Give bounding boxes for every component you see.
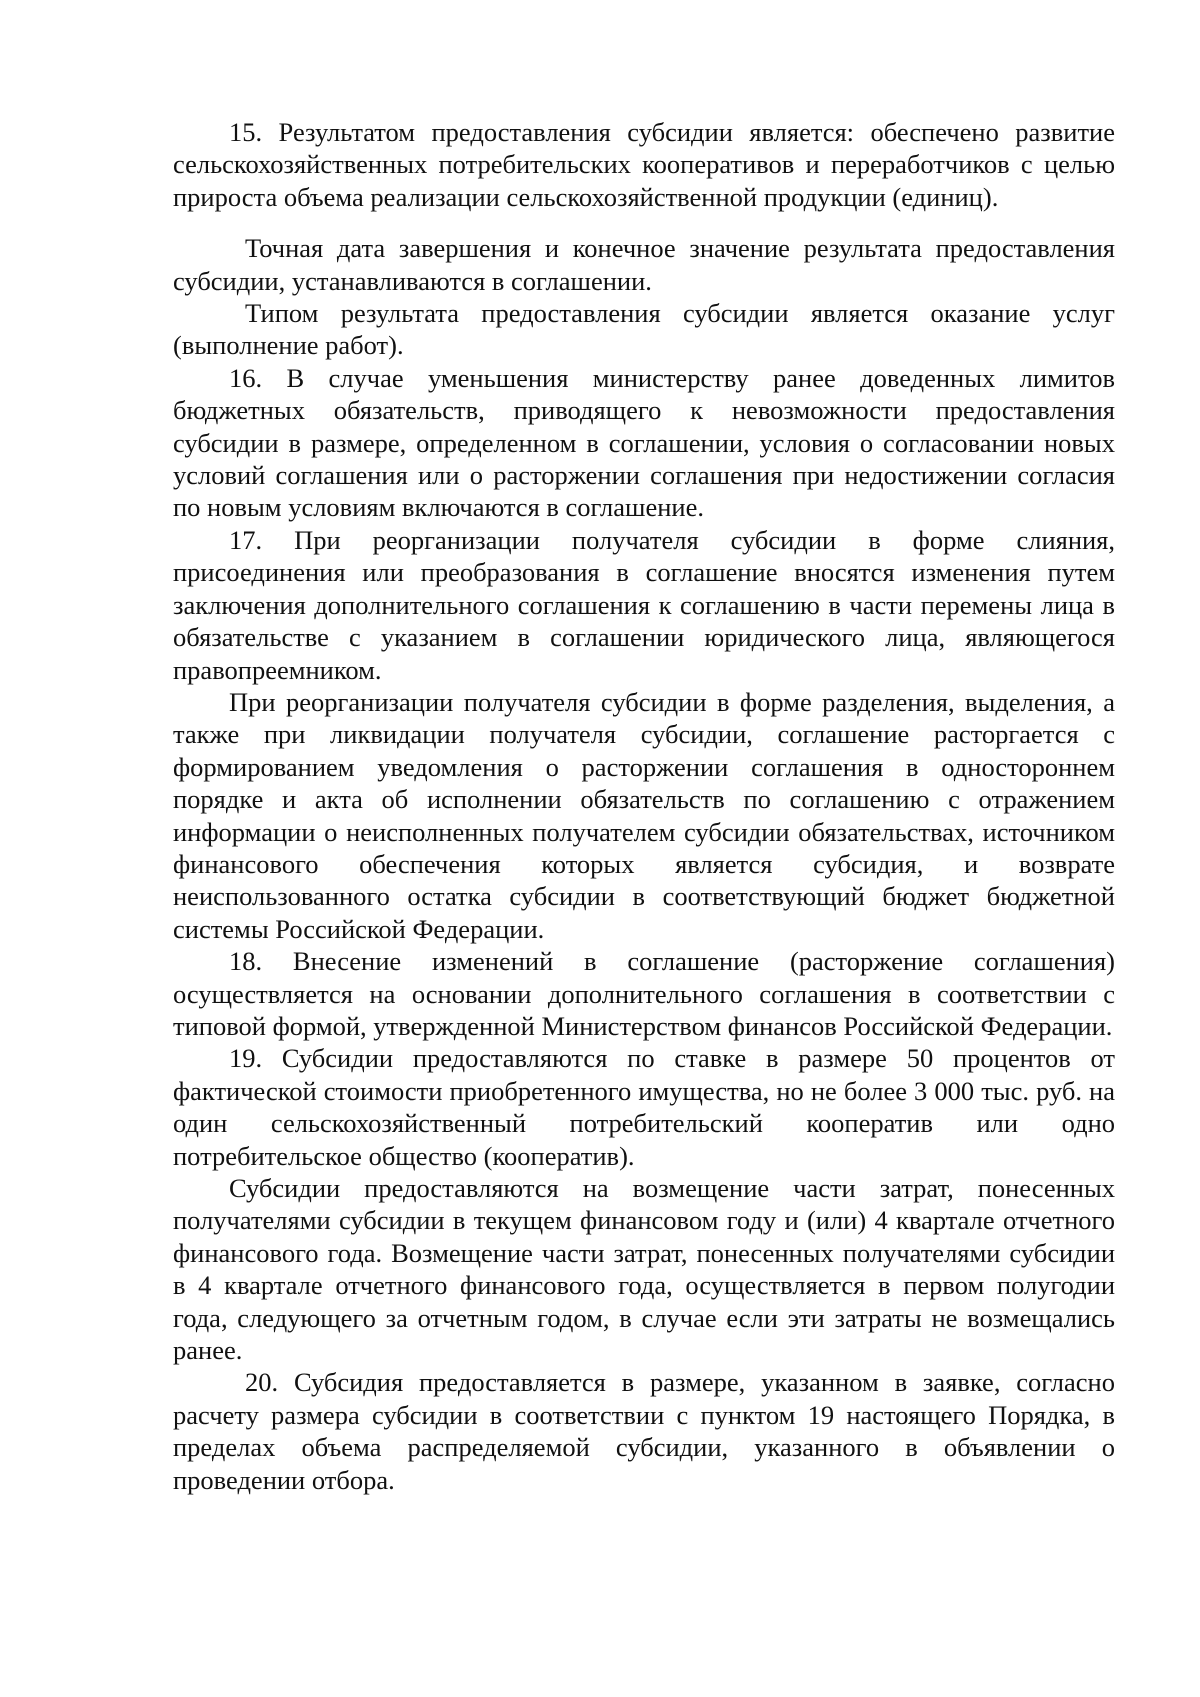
paragraph-19: 19. Субсидии предоставляются по ставке в размере 50 процентов от фактической стоимости приобретенного имущества, но не более 3 000 тыс. руб. на один сельскохозяйственный потребительский кооператив или одно потребительское общество (кооператив). xyxy=(173,1043,1115,1171)
paragraph-18: 18. Внесение изменений в соглашение (расторжение соглашения) осуществляется на основании дополнительного соглашения в соответствии с типовой формой, утвержденной Министерством финансов Российской Федерации. xyxy=(173,946,1115,1041)
paragraph-15-result-date: Точная дата завершения и конечное значение результата предоставления субсидии, устанавливаются в соглашении. xyxy=(173,233,1115,296)
paragraph-17-reorganization: При реорганизации получателя субсидии в форме разделения, выделения, а также при ликвидации получателя субсидии, соглашение расторгается с формированием уведомления о расторжении соглашения в одностороннем порядке и акта об исполнении обязательств по соглашению с отражением информации о неисполненных получателем субсидии обязательствах, источником финансового обеспечения которых является субсидия, и возврате неиспользованного остатка субсидии в соответствующий бюджет бюджетной системы Российской Федерации. xyxy=(173,686,1115,944)
paragraph-17: 17. При реорганизации получателя субсидии в форме слияния, присоединения или преобразования в соглашение вносятся изменения путем заключения дополнительного соглашения к соглашению в части перемены лица в обязательстве с указанием в соглашении юридического лица, являющегося правопреемником. xyxy=(173,524,1115,685)
paragraph-20: 20. Субсидия предоставляется в размере, указанном в заявке, согласно расчету размера субсидии в соответствии с пунктом 19 настоящего Порядка, в пределах объема распределяемой субсидии, указанного в объявлении о проведении отбора. xyxy=(173,1367,1115,1495)
document-body xyxy=(173,116,1115,1496)
paragraph-15-result-type: Типом результата предоставления субсидии является оказание услуг (выполнение работ). xyxy=(173,298,1115,361)
paragraph-19-reimbursement: Субсидии предоставляются на возмещение части затрат, понесенных получателями субсидии в текущем финансовом году и (или) 4 квартале отчетного финансового года. Возмещение части затрат, понесенных получателями субсидии в 4 квартале отчетного финансового года, осуществляется в первом полугодии года, следующего за отчетным годом, в случае если эти затраты не возмещались ранее. xyxy=(173,1173,1115,1366)
paragraph-16: 16. В случае уменьшения министерству ранее доведенных лимитов бюджетных обязательств, приводящего к невозможности предоставления субсидии в размере, определенном в соглашении, условия о согласовании новых условий соглашения или о расторжении соглашения при недостижении согласия по новым условиям включаются в соглашение. xyxy=(173,362,1115,523)
paragraph-15: 15. Результатом предоставления субсидии является: обеспечено развитие сельскохозяйственных потребительских кооперативов и переработчиков с целью прироста объема реализации сельскохозяйственной продукции (единиц). xyxy=(173,117,1115,212)
